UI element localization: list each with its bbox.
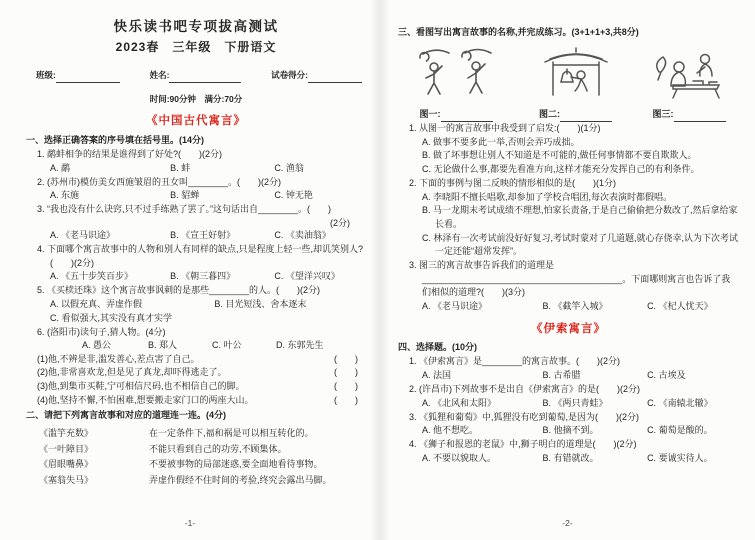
option-B: B. 《两只青蛙》 <box>542 397 608 408</box>
options-row <box>422 397 739 411</box>
match-row <box>39 457 366 473</box>
moral-text: 不要被事物的局部迷惑,要全面地看待事物。 <box>149 459 323 470</box>
option-C: C. 《南辕北辙》 <box>647 397 713 408</box>
options-row <box>50 162 366 176</box>
options-row <box>50 270 366 284</box>
question-text: 3. 图三的寓言故事告诉我们的道理是________________________________________。下面哪则寓言也告诉了我们相似的道理?( )(3分) <box>409 260 731 298</box>
option-A: A. 《五十步笑百步》 <box>50 271 134 282</box>
option-line: B. 做了坏事想让别人不知道是不可能的,做任何事情都不要自欺欺人。 <box>422 150 697 161</box>
question-text: 3. 《狐狸和葡萄》中,狐狸没有吃到葡萄,是因为( )(2分) <box>409 411 640 422</box>
option-A: A. 他不想吃。 <box>422 425 479 436</box>
option-A: A. 东施 <box>50 190 80 201</box>
option-B: B. 有错就改。 <box>542 452 599 463</box>
question-text: 1. 鹬蚌相争的结果是谁得到了好处?( )(2分) <box>37 149 223 160</box>
options-row <box>422 369 739 383</box>
match-row <box>39 442 366 458</box>
figure-2 <box>539 45 613 122</box>
question-stem <box>37 243 366 270</box>
option-A: A. 不要以貌取人。 <box>422 452 497 463</box>
question-text: 3. “我也没有什么诀窍,只不过手练熟了罢了。”这句话出自________。( ) <box>37 204 332 215</box>
question-stem <box>409 411 739 425</box>
name-blank-line <box>169 73 241 83</box>
time-fullmark-line: 时间:90分钟 满分:70分 <box>149 93 243 104</box>
option-C: C. 要诚实待人。 <box>647 452 713 463</box>
option-A: A. 以假充真、弄虚作假 <box>50 299 143 309</box>
option-B: B. 郑人 <box>148 340 178 351</box>
option-A: A. 《老马识途》 <box>422 301 488 311</box>
question-stem <box>409 355 739 369</box>
option-B: B. 貂蝉 <box>170 190 200 201</box>
fable-book-title: 《中国古代寓言》 <box>146 115 246 128</box>
sub-question-text: (3)他,到集市买鞋,宁可相信尺码,也不相信自己的脚。 <box>37 381 245 392</box>
question-stem <box>409 122 739 136</box>
option-B: B. 古希腊 <box>542 369 581 380</box>
figure-answer-line <box>560 112 612 122</box>
options-row <box>50 298 366 312</box>
man-with-bell-in-pavilion-illustration <box>539 45 613 106</box>
sub-question-text: (1)他,不辨是非,滥发善心,差点害了自己。 <box>37 353 200 364</box>
page-number-2: -2- <box>562 518 573 529</box>
two-people-at-table-illustration <box>649 45 729 106</box>
option-line: A. 做事不要多此一举,否则会弄巧成拙。 <box>422 136 580 147</box>
fable-title: 《塞翁失马》 <box>39 475 94 486</box>
section-heading: 一、选择正确答案的序号填在括号里。(14分) <box>26 134 205 145</box>
question-stem <box>37 284 366 298</box>
option-C: C. 叶公 <box>212 340 242 351</box>
figure-1 <box>410 45 502 122</box>
class-label: 班级: <box>36 70 56 81</box>
option-C: C. 《杞人忧天》 <box>647 301 713 311</box>
option-line: C. 林泽有一次考试前没好好复习,考试时蒙对了几道题,就心存侥幸,认为下次考试一定还能“超常发挥”。 <box>422 232 739 257</box>
match-row <box>39 473 366 489</box>
option-A: A. 《北风和太阳》 <box>422 397 497 408</box>
question-text: 4. 下面哪个寓言故事中的人物和别人有同样的缺点,只是程度上轻一些,却讥笑别人?( )(2分) <box>37 244 364 268</box>
question-text: 4. 《狮子和报恩的老鼠》中,狮子明白的道理是( )(2分) <box>409 439 637 450</box>
figure-3 <box>649 45 729 122</box>
option-C: C. 古埃及 <box>647 369 686 380</box>
sub-question <box>37 353 366 367</box>
page-1-content <box>26 115 366 489</box>
paper-subtitle: 2023春 三年级 下册语文 <box>115 39 277 54</box>
fable-title: 《滥竽充数》 <box>39 427 94 438</box>
score-blank-line <box>308 73 362 83</box>
sub-question <box>37 366 366 380</box>
option-C: C. 《望洋兴叹》 <box>274 271 340 282</box>
figure-caption <box>420 108 493 122</box>
answer-bracket: ( ) <box>334 367 358 378</box>
page-number-1: -1- <box>184 518 196 529</box>
fable-title: 《一叶障目》 <box>39 443 94 454</box>
options-row <box>82 339 366 353</box>
option-C: C. 葡萄是酸的。 <box>647 425 713 436</box>
figures-row <box>398 42 739 122</box>
option-C: C. 渔翁 <box>274 162 304 173</box>
option-B: B. 《宣王好射》 <box>170 230 236 241</box>
fable-title: 《眉眼嘴鼻》 <box>39 459 94 470</box>
option-C: C. 《卖油翁》 <box>274 230 331 241</box>
moral-text: 不能只看到自己的功劳,不顾集体。 <box>149 443 287 454</box>
question-text: 1. 从图一的寓言故事中我受到了启发:( )(1分) <box>409 123 601 134</box>
match-section <box>39 426 366 489</box>
options-row <box>50 229 366 243</box>
figure-answer-line <box>674 112 726 122</box>
section-heading: 四、选择题。(10分) <box>398 342 478 353</box>
sub-question-text: (4)他,坚持不懈,不怕困难,想要搬走家门口的两座大山。 <box>37 394 254 405</box>
question-text: 5. 《买椟还珠》这个寓言故事讽刺的是那些________的人。( )(2分) <box>37 285 321 296</box>
option-line: C. 看似强大,其实没有真才实学 <box>50 312 173 323</box>
options-row <box>50 189 366 203</box>
section-heading: 三、看图写出寓言故事的名称,并完成练习。(3+1+1+3,共8分) <box>398 27 639 37</box>
question-stem <box>409 177 739 191</box>
option-line: A. 李晓阳不擅长唱歌,却参加了学校合唱团,每次表演时都假唱。 <box>422 191 673 202</box>
option-B: B. 蚌 <box>170 162 191 173</box>
score-field <box>271 69 362 83</box>
page-2 <box>380 0 755 540</box>
question-text: 6. (洛阳市)读句子,猜人物。(4分) <box>37 326 166 337</box>
moral-text: 弄虚作假经不住时间的考验,终究会露出马脚。 <box>149 475 332 486</box>
name-field <box>150 69 242 83</box>
answer-bracket: ( ) <box>334 394 358 405</box>
option-B: B. 《朝三暮四》 <box>170 271 236 282</box>
question-stem <box>37 176 366 190</box>
section-heading: 二、请把下列寓言故事和对应的道理连一连。(4分) <box>26 410 227 421</box>
class-field <box>36 69 120 83</box>
paper-title: 快乐读书吧专项拔高测试 <box>113 19 279 34</box>
option-D: D. 东郭先生 <box>276 340 324 351</box>
question-text: 1. 《伊索寓言》是________的寓言故事。( )(2分) <box>409 356 621 367</box>
sub-question <box>37 394 366 408</box>
question-stem <box>409 259 739 300</box>
sub-question-text: (2)他,非常喜欢龙,但是见了真龙,却吓得逃走了。 <box>37 367 227 378</box>
question-text: 2. 下面的事例与图二反映的情形相似的是( )(1分) <box>409 178 617 189</box>
fable-book-title: 《伊索寓言》 <box>531 322 606 335</box>
options-row <box>422 424 739 438</box>
match-row <box>39 426 366 442</box>
figure-label: 图二: <box>539 109 560 120</box>
figure-label: 图三: <box>652 109 674 120</box>
question-stem <box>409 383 739 397</box>
question-stem <box>409 438 739 452</box>
two-men-drawing-snakes-illustration <box>410 45 502 106</box>
answer-bracket: ( ) <box>334 353 358 364</box>
name-label: 姓名: <box>149 70 170 81</box>
figure-caption <box>653 108 726 122</box>
student-info-row <box>36 69 362 83</box>
question-text: 2. (许昌市)下列故事不是出自《伊索寓言》的是( )(2分) <box>409 383 640 394</box>
option-B: B. 《截竿入城》 <box>542 301 608 311</box>
option-line: B. 马一龙期末考试成绩不理想,怕家长责备,于是自己偷偷把分数改了,然后拿给家长看。 <box>422 205 738 229</box>
answer-bracket: ( ) <box>334 381 358 392</box>
option-A: A. 愚公 <box>82 340 112 351</box>
moral-text: 在一定条件下,福和祸是可以相互转化的。 <box>149 427 314 438</box>
option-B: B. 目光短浅、舍本逐末 <box>214 299 307 309</box>
question-text: 2. (苏州市)模仿美女西施皱眉的丑女叫________。( )(2分) <box>37 176 282 187</box>
option-A: A. 《老马识途》 <box>50 230 116 241</box>
options-row <box>422 452 739 466</box>
points-label: (2分) <box>330 218 350 229</box>
question-stem <box>37 326 366 340</box>
figure-answer-line <box>441 112 493 122</box>
sub-question <box>37 380 366 394</box>
option-line: C. 无论做什么事,都要先看准方向,这样才能充分发挥自己的有利条件。 <box>422 164 700 175</box>
page-2-content <box>398 26 739 466</box>
score-label: 试卷得分: <box>271 70 308 81</box>
class-blank-line <box>56 73 120 83</box>
option-A: A. 鹬 <box>50 162 71 173</box>
option-B: B. 他摘不到。 <box>542 425 599 436</box>
option-C: C. 钟无艳 <box>274 190 313 201</box>
figure-label: 图一: <box>419 109 441 120</box>
figure-caption <box>539 108 612 122</box>
question-stem <box>37 203 366 217</box>
option-A: A. 法国 <box>422 369 452 380</box>
question-stem <box>37 148 366 162</box>
options-row <box>422 300 739 314</box>
